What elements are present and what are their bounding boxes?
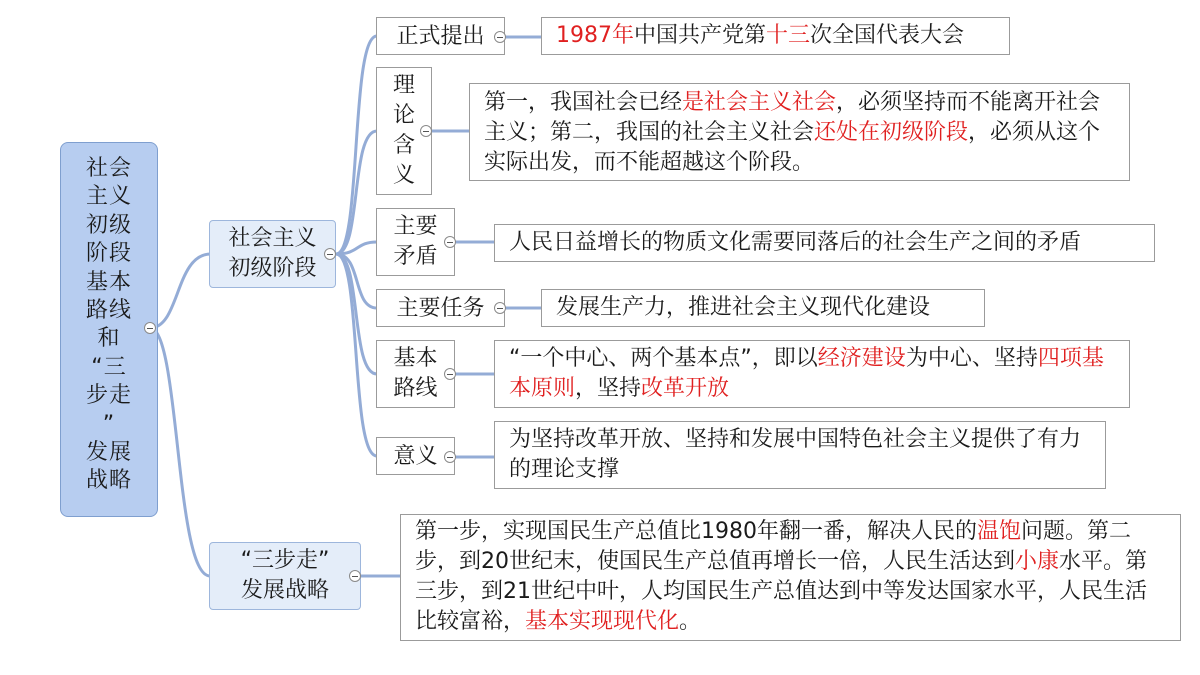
root-text-line: 战略 [85, 468, 132, 494]
three-step-text: 。 [679, 609, 702, 634]
collapse-icon[interactable] [444, 368, 456, 380]
three-step-emphasis: 温饱 [977, 519, 1022, 544]
three-step-text: 水平。第三步，到21世纪中叶，人均国民生产总值达到中等发达国家水平，人民生活比较富裕， [415, 549, 1148, 634]
node-three-step-strategy [209, 542, 361, 610]
content-main-task [541, 289, 985, 327]
collapse-icon[interactable] [494, 302, 506, 314]
basic-line-emphasis: 经济建设 [817, 346, 906, 371]
theory-meaning-text: ，必须从这个实际出发，而不能超越这个阶段。 [484, 120, 1101, 175]
root-text-line: 发展 [85, 440, 132, 466]
theory-meaning-emphasis: 还处在初级阶段 [814, 120, 969, 145]
node-label-line: 主要 [393, 214, 438, 239]
root-text-line: 阶段 [85, 241, 132, 267]
content-significance [494, 421, 1106, 489]
formal-proposal-text: 中国共产党第 [634, 23, 767, 48]
root-text-line: 初级 [85, 212, 132, 238]
content-theory-meaning [469, 83, 1130, 181]
node-label-line: “三步走” [240, 548, 330, 573]
root-text-line: “三 [91, 354, 127, 380]
basic-line-text: “一个中心、两个基本点”，即以 [509, 346, 818, 371]
collapse-icon[interactable] [324, 248, 336, 260]
collapse-icon[interactable] [420, 125, 432, 137]
three-step-emphasis: 基本实现现代化 [525, 609, 680, 634]
node-label: 主要任务 [396, 295, 485, 321]
node-label: 正式提出 [396, 23, 485, 49]
collapse-icon[interactable] [494, 31, 506, 43]
three-step-text: 第一步，实现国民生产总值比1980年翻一番，解决人民的 [415, 519, 977, 544]
node-label-line: 初级阶段 [228, 256, 317, 281]
main-contradiction-text: 人民日益增长的物质文化需要同落后的社会生产之间的矛盾 [509, 230, 1082, 255]
collapse-icon[interactable] [444, 236, 456, 248]
node-label: 意义 [393, 443, 438, 469]
root-text-line: 路线 [85, 298, 132, 324]
theory-meaning-text: ，必须坚持而不能离开社会主义；第二，我国的社会主义社会 [484, 90, 1101, 145]
node-label-line: 含 [392, 133, 415, 158]
root-text-line: 主义 [85, 184, 132, 210]
significance-text: 为坚持改革开放、坚持和发展中国特色社会主义提供了有力的理论支撑 [509, 427, 1082, 482]
three-step-text: 问题。第二步，到20世纪末，使国民生产总值再增长一倍，人民生活达到 [415, 519, 1132, 574]
content-three-step [400, 514, 1181, 641]
collapse-icon[interactable] [349, 570, 361, 582]
node-label-line: 发展战略 [240, 578, 329, 603]
theory-meaning-emphasis: 是社会主义社会 [682, 90, 837, 115]
node-main-task [376, 289, 505, 327]
formal-proposal-emphasis: 十三 [766, 23, 811, 48]
content-formal-proposal [541, 17, 1010, 55]
basic-line-text: 为中心、坚持 [905, 346, 1038, 371]
content-main-contradiction [494, 224, 1155, 262]
basic-line-text: ，坚持 [575, 376, 642, 401]
collapse-icon[interactable] [144, 322, 156, 334]
formal-proposal-emphasis: 1987年 [556, 23, 634, 48]
main-task-text: 发展生产力，推进社会主义现代化建设 [556, 295, 931, 320]
node-label-line: 论 [392, 103, 415, 128]
node-label-line: 矛盾 [393, 244, 438, 269]
collapse-icon[interactable] [444, 451, 456, 463]
three-step-emphasis: 小康 [1015, 549, 1060, 574]
root-text-line: 基本 [85, 269, 132, 295]
node-label-line: 义 [392, 163, 415, 188]
root-text-line: 和 [97, 326, 121, 352]
root-text-line: ” [102, 411, 116, 437]
node-label-line: 社会主义 [228, 226, 317, 251]
content-basic-line [494, 340, 1130, 408]
node-formal-proposal [376, 17, 505, 55]
node-label-line: 基本 [393, 346, 438, 371]
node-label-line: 理 [392, 73, 415, 98]
root-text-line: 社会 [85, 156, 132, 181]
node-label-line: 路线 [393, 376, 438, 401]
basic-line-emphasis: 改革开放 [641, 376, 730, 401]
node-primary-stage [209, 220, 336, 288]
theory-meaning-text: 第一，我国社会已经 [484, 90, 683, 115]
basic-line-emphasis: 四项基本原则 [509, 346, 1104, 401]
formal-proposal-text: 次全国代表大会 [810, 23, 965, 48]
root-text-line: 步走 [85, 383, 132, 409]
